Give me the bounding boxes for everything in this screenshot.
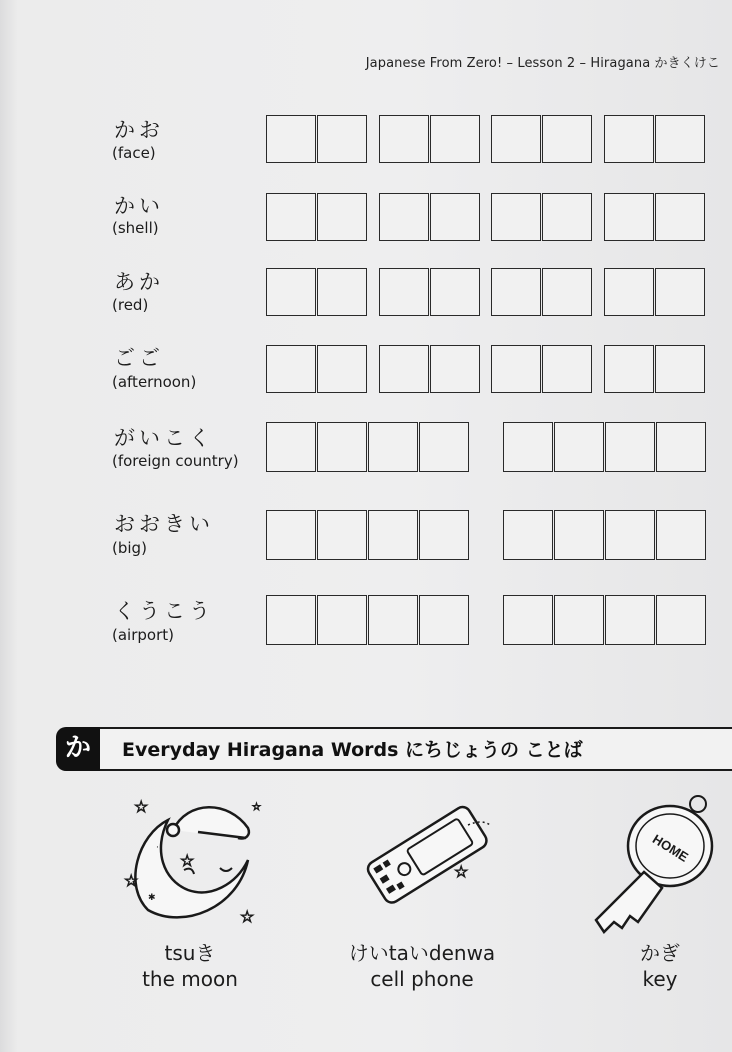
row-gloss: (airport) [112, 626, 174, 644]
writing-box [604, 345, 654, 393]
writing-box [554, 595, 604, 645]
svg-text:·: · [156, 843, 159, 853]
row-kana: がいこく [114, 426, 214, 450]
writing-box [656, 422, 706, 472]
moon-icon [118, 790, 268, 930]
writing-box [542, 193, 592, 241]
writing-box [379, 193, 429, 241]
writing-box [503, 422, 553, 472]
section-ribbon [56, 727, 732, 767]
vocab-meaning: key [642, 967, 678, 991]
writing-box [379, 345, 429, 393]
writing-box [379, 115, 429, 163]
row-gloss: (face) [112, 144, 156, 162]
svg-text:☆: ☆ [454, 862, 469, 881]
writing-box [655, 115, 705, 163]
writing-box [317, 345, 367, 393]
row-kana: ごご [114, 346, 164, 370]
writing-box [605, 510, 655, 560]
row-gloss: (afternoon) [112, 373, 197, 391]
writing-box [542, 268, 592, 316]
writing-box [604, 115, 654, 163]
writing-box [368, 595, 418, 645]
section-title: Everyday Hiragana Words にちじょうの ことば [122, 739, 583, 761]
writing-box [542, 115, 592, 163]
writing-box [656, 510, 706, 560]
writing-box [655, 268, 705, 316]
writing-box [266, 193, 316, 241]
vocab-reading: tsuき [164, 941, 216, 965]
row-gloss: (big) [112, 539, 147, 557]
svg-text:☆: ☆ [124, 871, 139, 890]
writing-box [266, 268, 316, 316]
cell-phone-icon [350, 795, 500, 910]
section-badge: か [56, 727, 100, 771]
vocab-reading: けいtaいdenwa [348, 941, 496, 965]
writing-box [604, 268, 654, 316]
writing-box [266, 595, 316, 645]
writing-box [266, 422, 316, 472]
writing-box [655, 193, 705, 241]
writing-box [379, 268, 429, 316]
writing-box [430, 268, 480, 316]
writing-box [266, 345, 316, 393]
key-tag-text: HOME [649, 831, 691, 865]
key-icon [582, 792, 722, 942]
svg-text:☆: ☆ [240, 907, 255, 926]
vocab-item [560, 940, 732, 992]
writing-box [430, 193, 480, 241]
row-kana: かい [114, 194, 164, 218]
writing-box [317, 595, 367, 645]
row-kana: くうこう [114, 599, 214, 623]
row-kana: おおきい [114, 512, 214, 536]
writing-box [656, 595, 706, 645]
writing-box [491, 115, 541, 163]
writing-box [491, 268, 541, 316]
writing-box [554, 422, 604, 472]
writing-box [368, 422, 418, 472]
writing-box [491, 345, 541, 393]
writing-box [317, 193, 367, 241]
vocab-item [90, 940, 290, 992]
writing-box [317, 422, 367, 472]
vocab-meaning: cell phone [370, 967, 474, 991]
writing-box [266, 115, 316, 163]
writing-box [604, 193, 654, 241]
page-header: Japanese From Zero! – Lesson 2 – Hiragana かきくけこ [365, 56, 720, 71]
writing-box [605, 595, 655, 645]
svg-text:☆: ☆ [180, 851, 195, 870]
writing-box [419, 595, 469, 645]
svg-text:☆: ☆ [252, 802, 261, 813]
svg-text:☆: ☆ [134, 797, 149, 816]
writing-box [605, 422, 655, 472]
writing-box [419, 422, 469, 472]
writing-box [419, 510, 469, 560]
writing-box [554, 510, 604, 560]
row-gloss: (shell) [112, 219, 159, 237]
writing-box [430, 115, 480, 163]
row-gloss: (foreign country) [112, 452, 239, 470]
vocab-reading: かぎ [640, 941, 680, 965]
writing-box [368, 510, 418, 560]
writing-box [491, 193, 541, 241]
writing-box [430, 345, 480, 393]
row-gloss: (red) [112, 296, 149, 314]
writing-box [503, 595, 553, 645]
writing-box [317, 268, 367, 316]
row-kana: あか [114, 270, 164, 294]
writing-box [542, 345, 592, 393]
vocab-item [322, 940, 522, 992]
writing-box [317, 115, 367, 163]
writing-box [503, 510, 553, 560]
writing-box [317, 510, 367, 560]
writing-box [266, 510, 316, 560]
vocab-meaning: the moon [142, 967, 238, 991]
svg-text:✱: ✱ [148, 893, 156, 903]
writing-box [655, 345, 705, 393]
row-kana: かお [114, 118, 164, 142]
